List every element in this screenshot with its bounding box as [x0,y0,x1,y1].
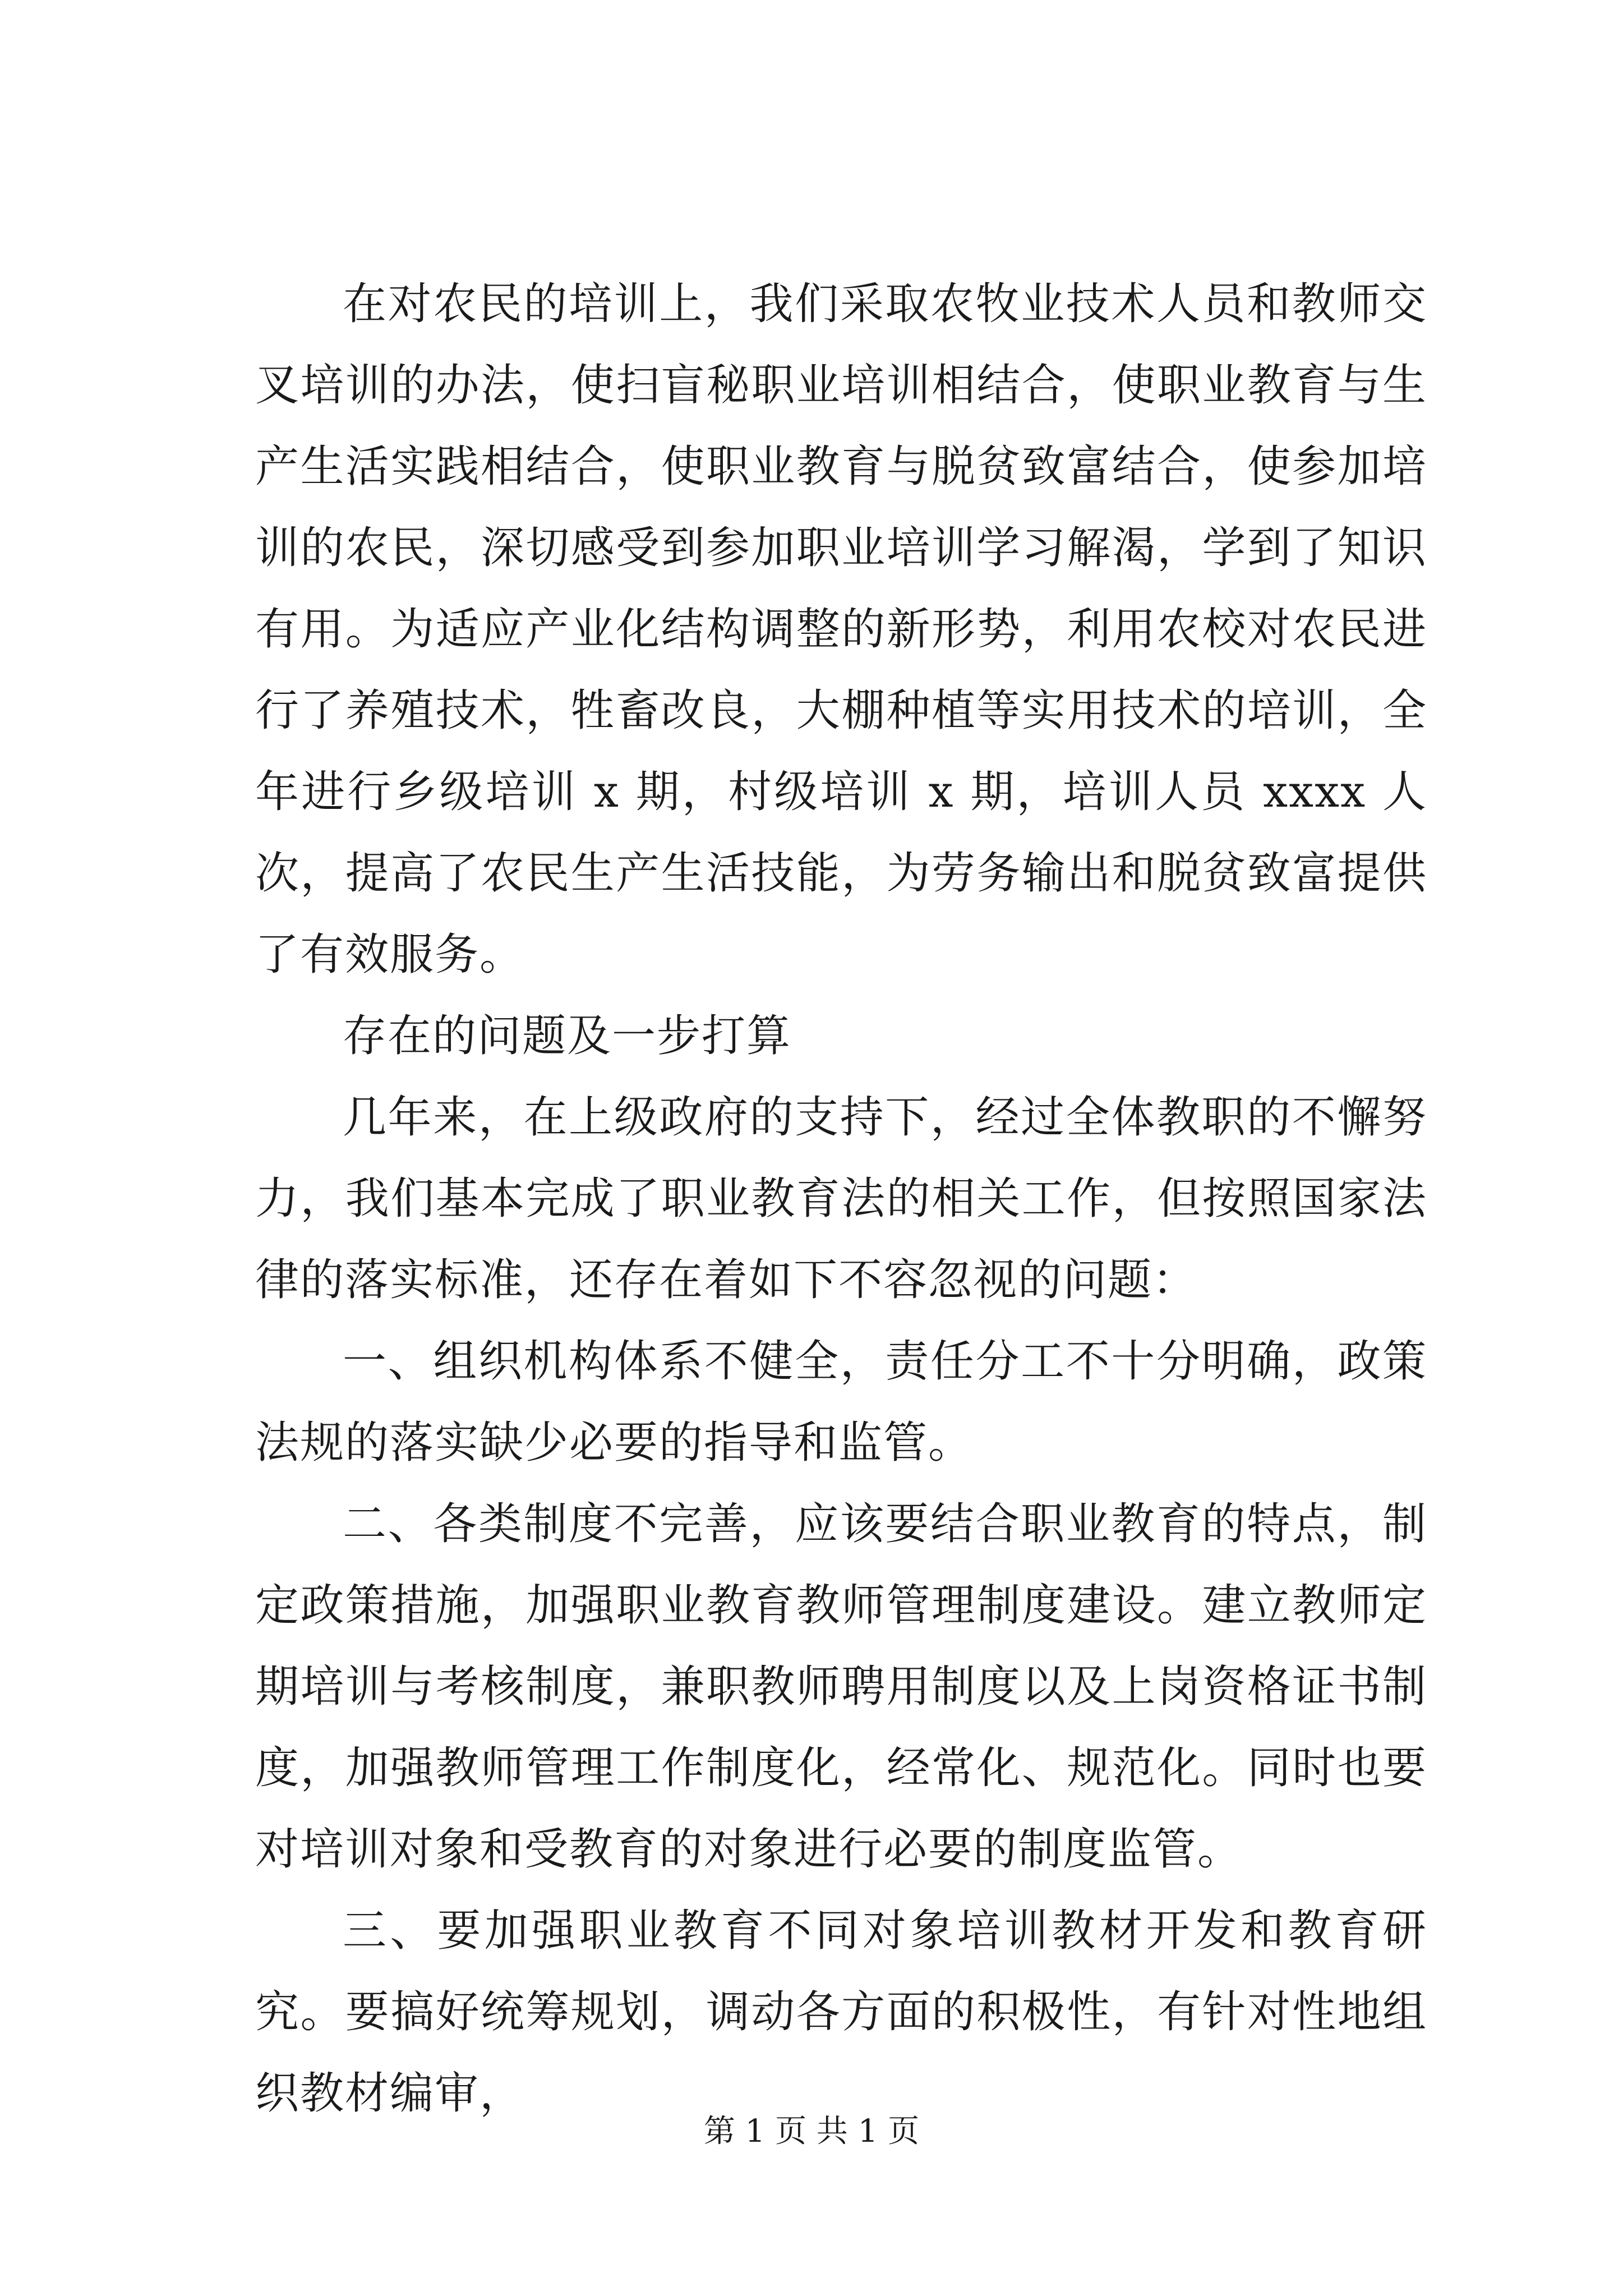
paragraph-problem-three: 三、要加强职业教育不同对象培训教材开发和教育研究。要搞好统筹规划，调动各方面的积极性，有针对性地组织教材编审， [255,1906,1427,2119]
paragraph-problems-heading: 存在的问题及一步打算 [343,1011,792,1061]
paragraph-farmer-training: 在对农民的培训上，我们采取农牧业技术人员和教师交叉培训的办法，使扫盲秘职业培训相结合，使职业教育与生产生活实践相结合，使职业教育与脱贫致富结合，使参加培训的农民，深切感受到参加职业培训学习解渴，学到了知识有用。为适应产业化结构调整的新形势，利用农校对农民进行了养殖技术，牲畜改良，大棚种植等实用技术的培训，全年进行乡级培训 x 期，村级培训 x 期，培训人员 xxxx 人次，提高了农民生产生活技能，为劳务输出和脱贫致富提供了有效服务。 [255,279,1427,980]
paragraph-intro-problems: 几年来，在上级政府的支持下，经过全体教职的不懈努力，我们基本完成了职业教育法的相关工作，但按照国家法律的落实标准，还存在着如下不容忽视的问题： [255,1092,1427,1305]
document-body [255,264,1427,2134]
paragraph-problem-two: 二、各类制度不完善，应该要结合职业教育的特点，制定政策措施，加强职业教育教师管理制度建设。建立教师定期培训与考核制度，兼职教师聘用制度以及上岗资格证书制度，加强教师管理工作制度化，经常化、规范化。同时也要对培训对象和受教育的对象进行必要的制度监管。 [255,1499,1427,1875]
page-footer: 第 1 页 共 1 页 [703,2113,920,2150]
paragraph-problem-one: 一、组织机构体系不健全，责任分工不十分明确，政策法规的落实缺少必要的指导和监管。 [255,1336,1427,1468]
